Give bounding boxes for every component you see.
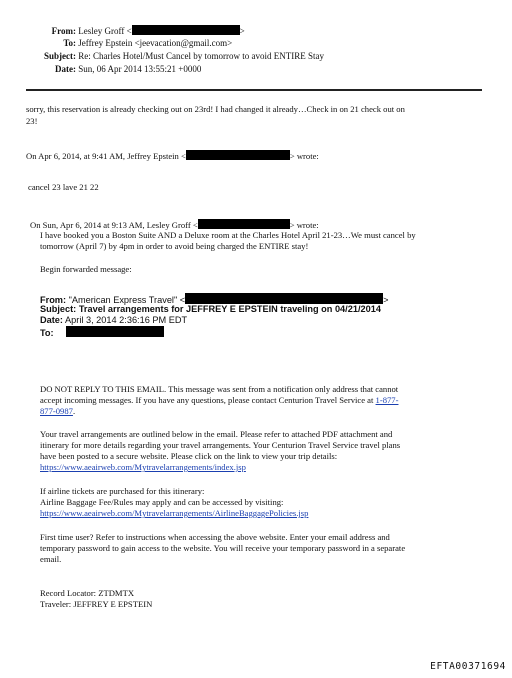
reply-line-2: 23! <box>26 116 38 126</box>
p4-line-2: temporary password to gain access to the website. You will receive your temporary password in a separate <box>40 543 406 553</box>
fwd-from-value: "American Express Travel" < <box>68 295 186 305</box>
fwd-to <box>40 326 164 339</box>
date-label: Date: <box>55 64 76 74</box>
p2-line-1: Your travel arrangements are outlined below in the email. Please refer to attached PDF attachment and <box>40 429 393 439</box>
date-value: Sun, 06 Apr 2014 13:55:21 +0000 <box>78 64 202 74</box>
trip-details-link[interactable]: https://www.aeairweb.com/Mytravelarrangements/index.jsp <box>40 462 246 472</box>
redaction-box <box>185 293 383 304</box>
p1-line-2-text: accept incoming messages. If you have any questions, please contact Centurion Travel Service at <box>40 395 376 405</box>
email-header-to <box>20 38 232 49</box>
p2-line-3: have been posted to a secure website. Please click on the link to view your trip details: <box>40 451 338 461</box>
from-value: Lesley Groff < <box>78 26 132 36</box>
baggage-policy-link[interactable]: https://www.aeairweb.com/Mytravelarrangements/AirlineBaggagePolicies.jsp <box>40 508 309 518</box>
quote1-attribution-text: On Apr 6, 2014, at 9:41 AM, Jeffrey Epstein < <box>26 151 186 161</box>
fwd-from: From: "American Express Travel" < > <box>40 295 389 305</box>
to-label: To: <box>63 38 76 48</box>
redaction-box <box>132 25 240 35</box>
fwd-date <box>40 315 187 326</box>
fwd-subject-value: Travel arrangements for JEFFREY E EPSTEIN traveling on 04/21/2014 <box>78 304 381 314</box>
redaction-box <box>186 150 290 160</box>
quote2-line-2: tomorrow (April 7) by 4pm in order to avoid being charged the ENTIRE stay! <box>40 241 309 251</box>
phone-link-part-1[interactable]: 1-877- <box>375 395 399 405</box>
p1-line-1: DO NOT REPLY TO THIS EMAIL. This message was sent from a notification only address that cannot <box>40 384 399 394</box>
email-header-subject <box>20 51 324 62</box>
fwd-to-label: To: <box>40 328 54 338</box>
fwd-date-label: Date: <box>40 315 63 325</box>
reply-line-1: sorry, this reservation is already checking out on 23rd! I had changed it already…Check in on 21 check out on <box>26 104 405 114</box>
phone-link-part-2[interactable]: 877-0987 <box>40 406 73 416</box>
quote1-wrote: > wrote: <box>289 151 319 161</box>
quote1-attribution <box>26 150 319 162</box>
fwd-date-value: April 3, 2014 2:36:16 PM EDT <box>65 315 188 325</box>
p4-line-3: email. <box>40 554 62 564</box>
header-divider <box>26 89 482 91</box>
quote2-wrote: > wrote: <box>289 220 319 230</box>
record-locator: Record Locator: ZTDMTX <box>40 588 135 598</box>
p1-line-3 <box>40 406 75 417</box>
quote2-line-1: I have booked you a Boston Suite AND a Deluxe room at the Charles Hotel April 21-23…We must cancel by <box>40 230 416 240</box>
traveler-name: Traveler: JEFFREY E EPSTEIN <box>40 599 153 609</box>
email-header-date <box>20 64 201 75</box>
p1-end: . <box>72 406 76 416</box>
quote2-attribution-text: On Sun, Apr 6, 2014 at 9:13 AM, Lesley Groff < <box>30 220 198 230</box>
subject-value: Re: Charles Hotel/Must Cancel by tomorrow to avoid ENTIRE Stay <box>78 51 324 61</box>
redaction-box <box>66 326 164 337</box>
fwd-subject <box>40 304 381 315</box>
p4-line-1: First time user? Refer to instructions when accessing the above website. Enter your email address and <box>40 532 390 542</box>
p3-line-1: If airline tickets are purchased for this itinerary: <box>40 486 205 496</box>
forwarded-message-label: Begin forwarded message: <box>40 264 132 274</box>
quote1-body: cancel 23 lave 21 22 <box>28 182 99 192</box>
redaction-box <box>198 219 290 229</box>
p2-line-2: itinerary for more details regarding your travel arrangements. Your Centurion Travel Service travel plans <box>40 440 401 450</box>
from-label: From: <box>51 26 76 36</box>
fwd-from-label: From: <box>40 295 67 305</box>
email-header-from: From: Lesley Groff < > <box>20 25 245 37</box>
fwd-subject-label: Subject: <box>40 304 77 314</box>
p3-line-2: Airline Baggage Fee/Rules may apply and can be accessed by visiting: <box>40 497 284 507</box>
p1-line-2 <box>40 395 398 406</box>
document-id: EFTA00371694 <box>430 661 506 672</box>
to-value: Jeffrey Epstein <jeevacation@gmail.com> <box>78 38 233 48</box>
subject-label: Subject: <box>44 51 76 61</box>
